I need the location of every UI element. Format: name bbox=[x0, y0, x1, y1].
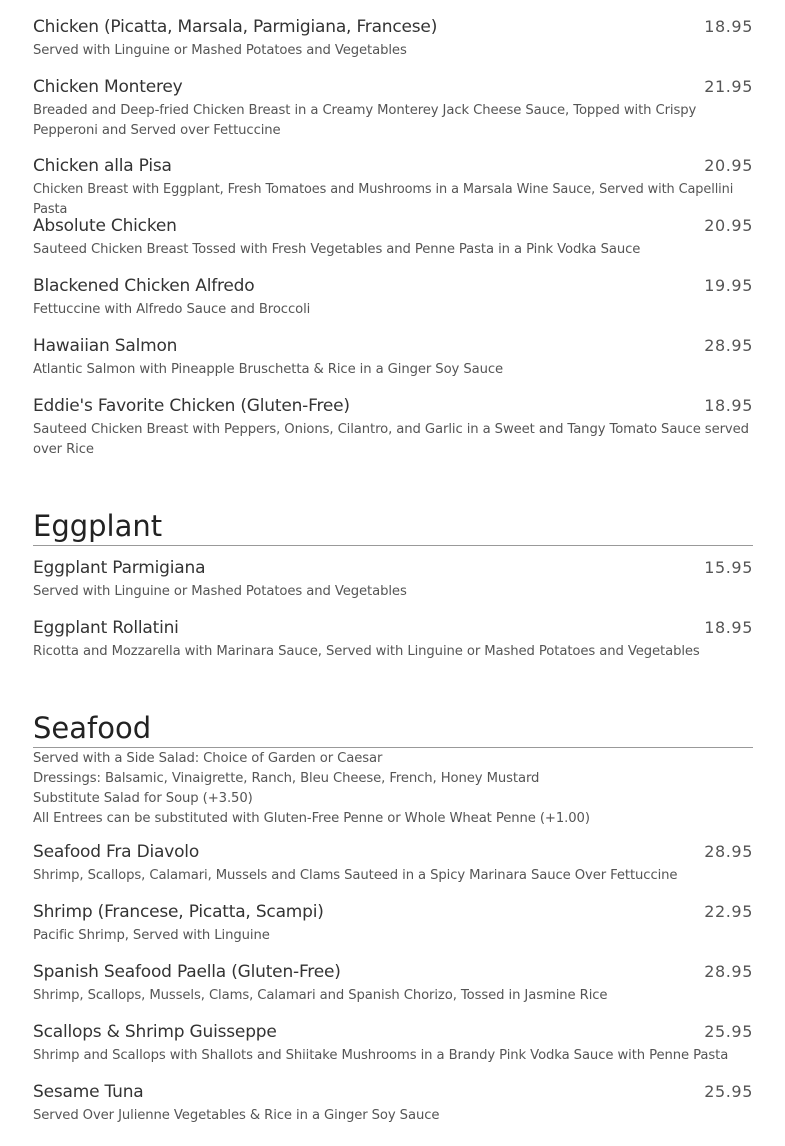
item-price: 18.95 bbox=[704, 396, 753, 415]
item-description: Ricotta and Mozzarella with Marinara Sauce, Served with Linguine or Mashed Potatoes and Vegetables bbox=[33, 644, 700, 659]
item-description: Sauteed Chicken Breast with Peppers, Onions, Cilantro, and Garlic in a Sweet and Tangy Tomato Sauce served over Rice bbox=[33, 422, 749, 457]
seafood-section bbox=[33, 711, 753, 829]
section-notes bbox=[33, 749, 753, 829]
item-name: Spanish Seafood Paella (Gluten-Free) bbox=[33, 962, 341, 982]
eggplant-section bbox=[33, 509, 753, 546]
menu-item bbox=[33, 395, 753, 460]
menu-item bbox=[33, 16, 753, 61]
item-description: Fettuccine with Alfredo Sauce and Broccoli bbox=[33, 302, 311, 317]
item-price: 25.95 bbox=[704, 1022, 753, 1041]
item-description: Breaded and Deep-fried Chicken Breast in a Creamy Monterey Jack Cheese Sauce, Topped with Crispy Pepperoni and Served over Fettuccine bbox=[33, 103, 697, 138]
item-description: Served with Linguine or Mashed Potatoes and Vegetables bbox=[33, 43, 407, 58]
item-price: 20.95 bbox=[704, 156, 753, 175]
item-description: Served with Linguine or Mashed Potatoes and Vegetables bbox=[33, 584, 407, 599]
item-name: Hawaiian Salmon bbox=[33, 336, 178, 356]
item-description: Chicken Breast with Eggplant, Fresh Tomatoes and Mushrooms in a Marsala Wine Sauce, Served with Capellini Pasta bbox=[33, 182, 734, 217]
item-description: Served Over Julienne Vegetables & Rice in a Ginger Soy Sauce bbox=[33, 1108, 440, 1123]
item-description: Pacific Shrimp, Served with Linguine bbox=[33, 928, 270, 943]
menu-item bbox=[33, 275, 753, 320]
item-name: Eggplant Rollatini bbox=[33, 618, 179, 638]
item-price: 22.95 bbox=[704, 902, 753, 921]
menu-item bbox=[33, 961, 753, 1006]
item-price: 21.95 bbox=[704, 77, 753, 96]
item-name: Sesame Tuna bbox=[33, 1082, 144, 1102]
item-price: 15.95 bbox=[704, 558, 753, 577]
section-note: Dressings: Balsamic, Vinaigrette, Ranch, Bleu Cheese, French, Honey Mustard bbox=[33, 771, 540, 786]
section-note: Served with a Side Salad: Choice of Garden or Caesar bbox=[33, 751, 383, 766]
item-price: 19.95 bbox=[704, 276, 753, 295]
menu-item bbox=[33, 1081, 753, 1126]
section-title: Seafood bbox=[33, 711, 753, 748]
menu-item bbox=[33, 901, 753, 946]
menu-item bbox=[33, 1021, 753, 1066]
menu-item bbox=[33, 841, 753, 886]
item-name: Chicken (Picatta, Marsala, Parmigiana, Francese) bbox=[33, 17, 438, 37]
menu-item bbox=[33, 155, 753, 220]
section-title: Eggplant bbox=[33, 509, 753, 546]
item-price: 28.95 bbox=[704, 336, 753, 355]
item-name: Scallops & Shrimp Guisseppe bbox=[33, 1022, 277, 1042]
item-price: 18.95 bbox=[704, 618, 753, 637]
item-name: Absolute Chicken bbox=[33, 216, 177, 236]
item-description: Shrimp and Scallops with Shallots and Shiitake Mushrooms in a Brandy Pink Vodka Sauce with Penne Pasta bbox=[33, 1048, 729, 1063]
item-price: 28.95 bbox=[704, 842, 753, 861]
item-name: Chicken alla Pisa bbox=[33, 156, 172, 176]
item-name: Shrimp (Francese, Picatta, Scampi) bbox=[33, 902, 324, 922]
menu-item bbox=[33, 335, 753, 380]
menu-item bbox=[33, 215, 753, 260]
menu-item bbox=[33, 557, 753, 602]
item-price: 18.95 bbox=[704, 17, 753, 36]
item-description: Shrimp, Scallops, Mussels, Clams, Calamari and Spanish Chorizo, Tossed in Jasmine Rice bbox=[33, 988, 608, 1003]
item-name: Eggplant Parmigiana bbox=[33, 558, 206, 578]
item-name: Eddie's Favorite Chicken (Gluten-Free) bbox=[33, 396, 350, 416]
section-note: Substitute Salad for Soup (+3.50) bbox=[33, 791, 253, 806]
menu-item bbox=[33, 617, 753, 662]
item-price: 20.95 bbox=[704, 216, 753, 235]
item-description: Shrimp, Scallops, Calamari, Mussels and Clams Sauteed in a Spicy Marinara Sauce Over Fettuccine bbox=[33, 868, 678, 883]
item-description: Atlantic Salmon with Pineapple Bruschetta & Rice in a Ginger Soy Sauce bbox=[33, 362, 504, 377]
item-price: 28.95 bbox=[704, 962, 753, 981]
item-name: Blackened Chicken Alfredo bbox=[33, 276, 255, 296]
menu-item bbox=[33, 76, 753, 141]
item-price: 25.95 bbox=[704, 1082, 753, 1101]
item-name: Chicken Monterey bbox=[33, 77, 183, 97]
item-name: Seafood Fra Diavolo bbox=[33, 842, 200, 862]
item-description: Sauteed Chicken Breast Tossed with Fresh Vegetables and Penne Pasta in a Pink Vodka Sauce bbox=[33, 242, 641, 257]
section-note: All Entrees can be substituted with Gluten-Free Penne or Whole Wheat Penne (+1.00) bbox=[33, 811, 590, 826]
